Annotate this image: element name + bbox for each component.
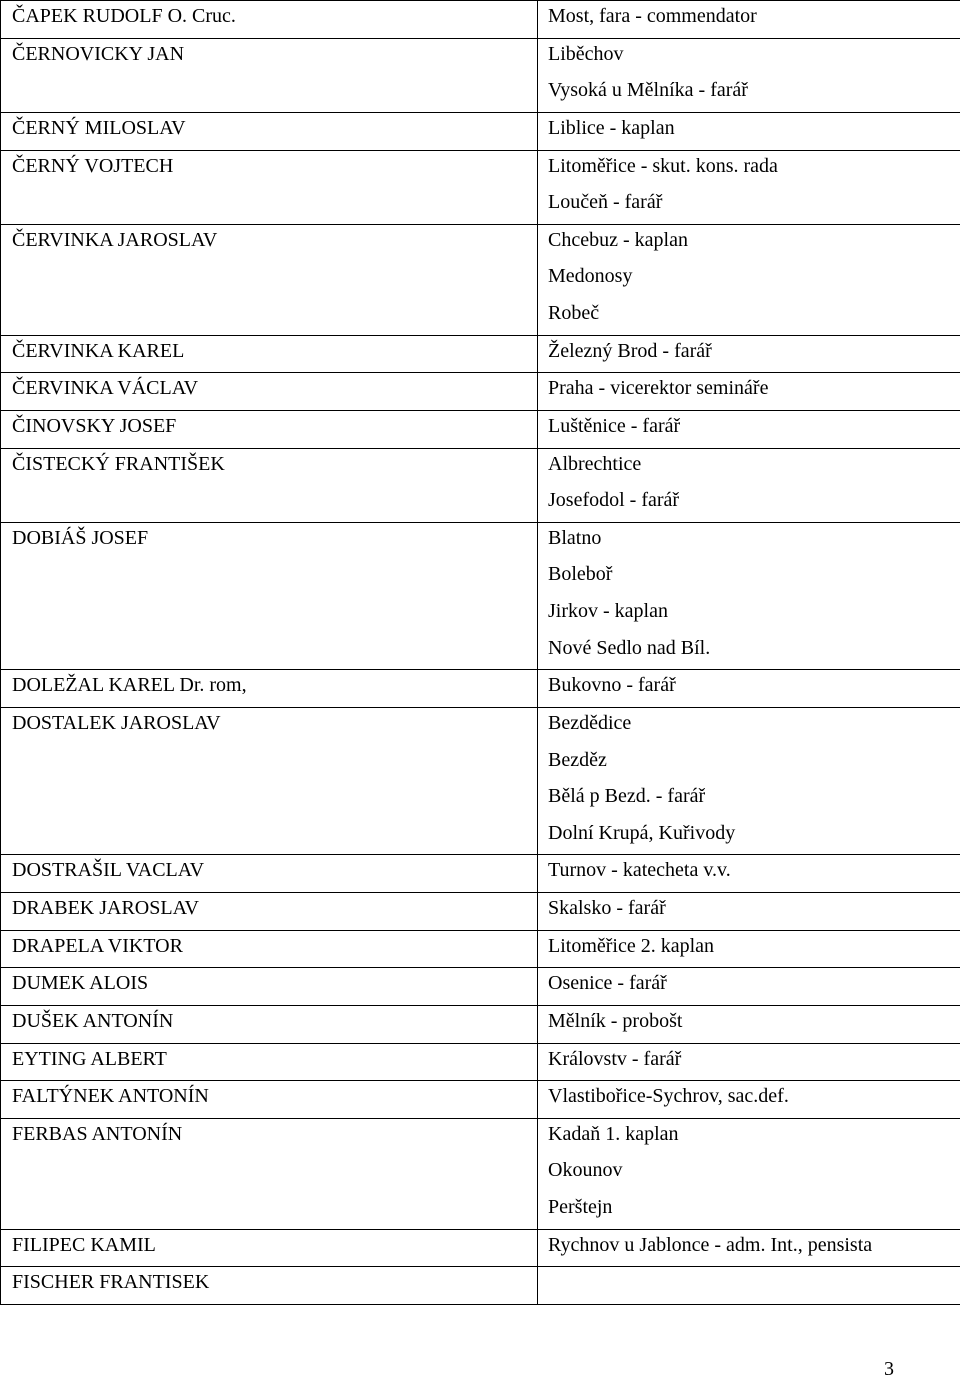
- name-cell: [1, 373, 538, 411]
- priest-name: DOSTALEK JAROSLAV: [12, 711, 221, 734]
- place-entry: Boleboř: [548, 563, 613, 586]
- table-row: [1, 855, 960, 893]
- places-cell: [538, 38, 960, 112]
- table-row: [1, 1229, 960, 1267]
- place-entry: Rychnov u Jablonce - adm. Int., pensista: [548, 1233, 873, 1256]
- table-row: [1, 373, 960, 411]
- table-row: [1, 448, 960, 522]
- place-entry: Skalsko - farář: [548, 897, 666, 919]
- places-cell: [538, 373, 960, 411]
- table-row: [1, 522, 960, 670]
- name-cell: [1, 670, 538, 708]
- place-entry: Turnov - katecheta v.v.: [548, 859, 731, 882]
- table-row: [1, 112, 960, 150]
- place-entry: Blatno: [548, 526, 602, 549]
- name-cell: [1, 855, 538, 893]
- name-cell: [1, 1267, 538, 1305]
- name-cell: [1, 707, 538, 855]
- table-row: [1, 707, 960, 855]
- name-cell: [1, 410, 538, 448]
- place-entry: Praha - vicerektor semináře: [548, 377, 769, 400]
- place-entry: Robeč: [548, 302, 600, 324]
- places-cell: [538, 1, 960, 39]
- table-row: [1, 38, 960, 112]
- table-row: [1, 1118, 960, 1229]
- priest-name: FILIPEC KAMIL: [12, 1233, 156, 1256]
- name-cell: [1, 1, 538, 39]
- priest-name: ČISTECKÝ FRANTIŠEK: [12, 452, 225, 475]
- table-row: [1, 670, 960, 708]
- table-row: [1, 1005, 960, 1043]
- priest-name: DRABEK JAROSLAV: [12, 897, 199, 919]
- priest-name: ČERNÝ MILOSLAV: [12, 116, 186, 139]
- name-cell: [1, 38, 538, 112]
- place-entry: Dolní Krupá, Kuřivody: [548, 821, 736, 844]
- table-row: [1, 1081, 960, 1119]
- table-row: [1, 1, 960, 39]
- place-entry: Litoměřice 2. kaplan: [548, 934, 715, 957]
- places-cell: [538, 1043, 960, 1081]
- places-cell: [538, 335, 960, 373]
- priest-name: ČERVINKA KAREL: [12, 339, 185, 362]
- place-entry: Vlastibořice-Sychrov, sac.def.: [548, 1085, 789, 1108]
- places-cell: [538, 1005, 960, 1043]
- name-cell: [1, 893, 538, 931]
- name-cell: [1, 335, 538, 373]
- name-cell: [1, 224, 538, 335]
- priest-name: DOLEŽAL KAREL Dr. rom,: [12, 674, 247, 697]
- places-cell: [538, 1081, 960, 1119]
- places-cell: [538, 112, 960, 150]
- table-row: [1, 150, 960, 224]
- priest-name: EYTING ALBERT: [12, 1047, 167, 1070]
- table-row: [1, 968, 960, 1006]
- place-entry: Albrechtice: [548, 452, 642, 475]
- places-cell: [538, 1267, 960, 1305]
- table-row: [1, 930, 960, 968]
- place-entry: Litoměřice - skut. kons. rada: [548, 154, 778, 177]
- name-cell: [1, 1005, 538, 1043]
- places-cell: [538, 968, 960, 1006]
- priest-name: FISCHER FRANTISEK: [12, 1271, 210, 1294]
- name-cell: [1, 1118, 538, 1229]
- priest-name: DOBIÁŠ JOSEF: [12, 526, 149, 549]
- place-entry: Loučeň - farář: [548, 191, 663, 214]
- priest-name: ČERVINKA JAROSLAV: [12, 228, 218, 251]
- place-entry: Liblice - kaplan: [548, 116, 675, 139]
- name-cell: [1, 448, 538, 522]
- place-entry: Chcebuz - kaplan: [548, 228, 688, 251]
- priest-name: DUŠEK ANTONÍN: [12, 1009, 174, 1032]
- table-row: [1, 1267, 960, 1305]
- page-number: 3: [884, 1358, 894, 1380]
- priest-name: FALTÝNEK ANTONÍN: [12, 1085, 209, 1108]
- table-row: [1, 224, 960, 335]
- priest-name: ČERNOVICKY JAN: [12, 42, 185, 65]
- register-body: [1, 1, 960, 1305]
- priest-name: ČERNÝ VOJTECH: [12, 154, 174, 177]
- place-entry: Josefodol - farář: [548, 489, 680, 512]
- place-entry: Okounov: [548, 1159, 623, 1182]
- name-cell: [1, 968, 538, 1006]
- places-cell: [538, 930, 960, 968]
- place-entry: Perštejn: [548, 1196, 613, 1218]
- priest-name: FERBAS ANTONÍN: [12, 1122, 183, 1145]
- name-cell: [1, 150, 538, 224]
- table-row: [1, 893, 960, 931]
- places-cell: [538, 707, 960, 855]
- priest-name: DRAPELA VIKTOR: [12, 934, 183, 957]
- table-row: [1, 335, 960, 373]
- name-cell: [1, 930, 538, 968]
- places-cell: [538, 522, 960, 670]
- places-cell: [538, 893, 960, 931]
- place-entry: Liběchov: [548, 42, 624, 65]
- priest-name: ČERVINKA VÁCLAV: [12, 377, 199, 400]
- places-cell: [538, 855, 960, 893]
- priest-name: DOSTRAŠIL VACLAV: [12, 859, 205, 882]
- places-cell: [538, 448, 960, 522]
- table-row: [1, 1043, 960, 1081]
- places-cell: [538, 150, 960, 224]
- priest-name: DUMEK ALOIS: [12, 972, 149, 995]
- places-cell: [538, 1229, 960, 1267]
- priest-name: ČINOVSKY JOSEF: [12, 414, 177, 437]
- place-entry: Bezděz: [548, 748, 607, 771]
- place-entry: Luštěnice - farář: [548, 414, 681, 437]
- name-cell: [1, 522, 538, 670]
- place-entry: Kadaň 1. kaplan: [548, 1122, 679, 1145]
- place-entry: Bukovno - farář: [548, 674, 676, 697]
- place-entry: Osenice - farář: [548, 972, 667, 995]
- places-cell: [538, 1118, 960, 1229]
- name-cell: [1, 1081, 538, 1119]
- place-entry: [538, 1267, 960, 1304]
- place-entry: Bělá p Bezd. - farář: [548, 785, 706, 808]
- place-entry: Most, fara - commendator: [548, 5, 757, 27]
- priest-name: ČAPEK RUDOLF O. Cruc.: [12, 5, 236, 27]
- place-entry: Jirkov - kaplan: [548, 600, 668, 622]
- places-cell: [538, 410, 960, 448]
- place-entry: Bezdědice: [548, 711, 632, 734]
- places-cell: [538, 224, 960, 335]
- name-cell: [1, 1229, 538, 1267]
- place-entry: Medonosy: [548, 265, 633, 288]
- name-cell: [1, 112, 538, 150]
- table-row: [1, 410, 960, 448]
- place-entry: Královstv - farář: [548, 1047, 682, 1070]
- place-entry: Vysoká u Mělníka - farář: [548, 79, 748, 102]
- places-cell: [538, 670, 960, 708]
- place-entry: Nové Sedlo nad Bíl.: [548, 636, 711, 659]
- name-cell: [1, 1043, 538, 1081]
- place-entry: Mělník - probošt: [548, 1009, 683, 1032]
- place-entry: Železný Brod - farář: [548, 339, 712, 362]
